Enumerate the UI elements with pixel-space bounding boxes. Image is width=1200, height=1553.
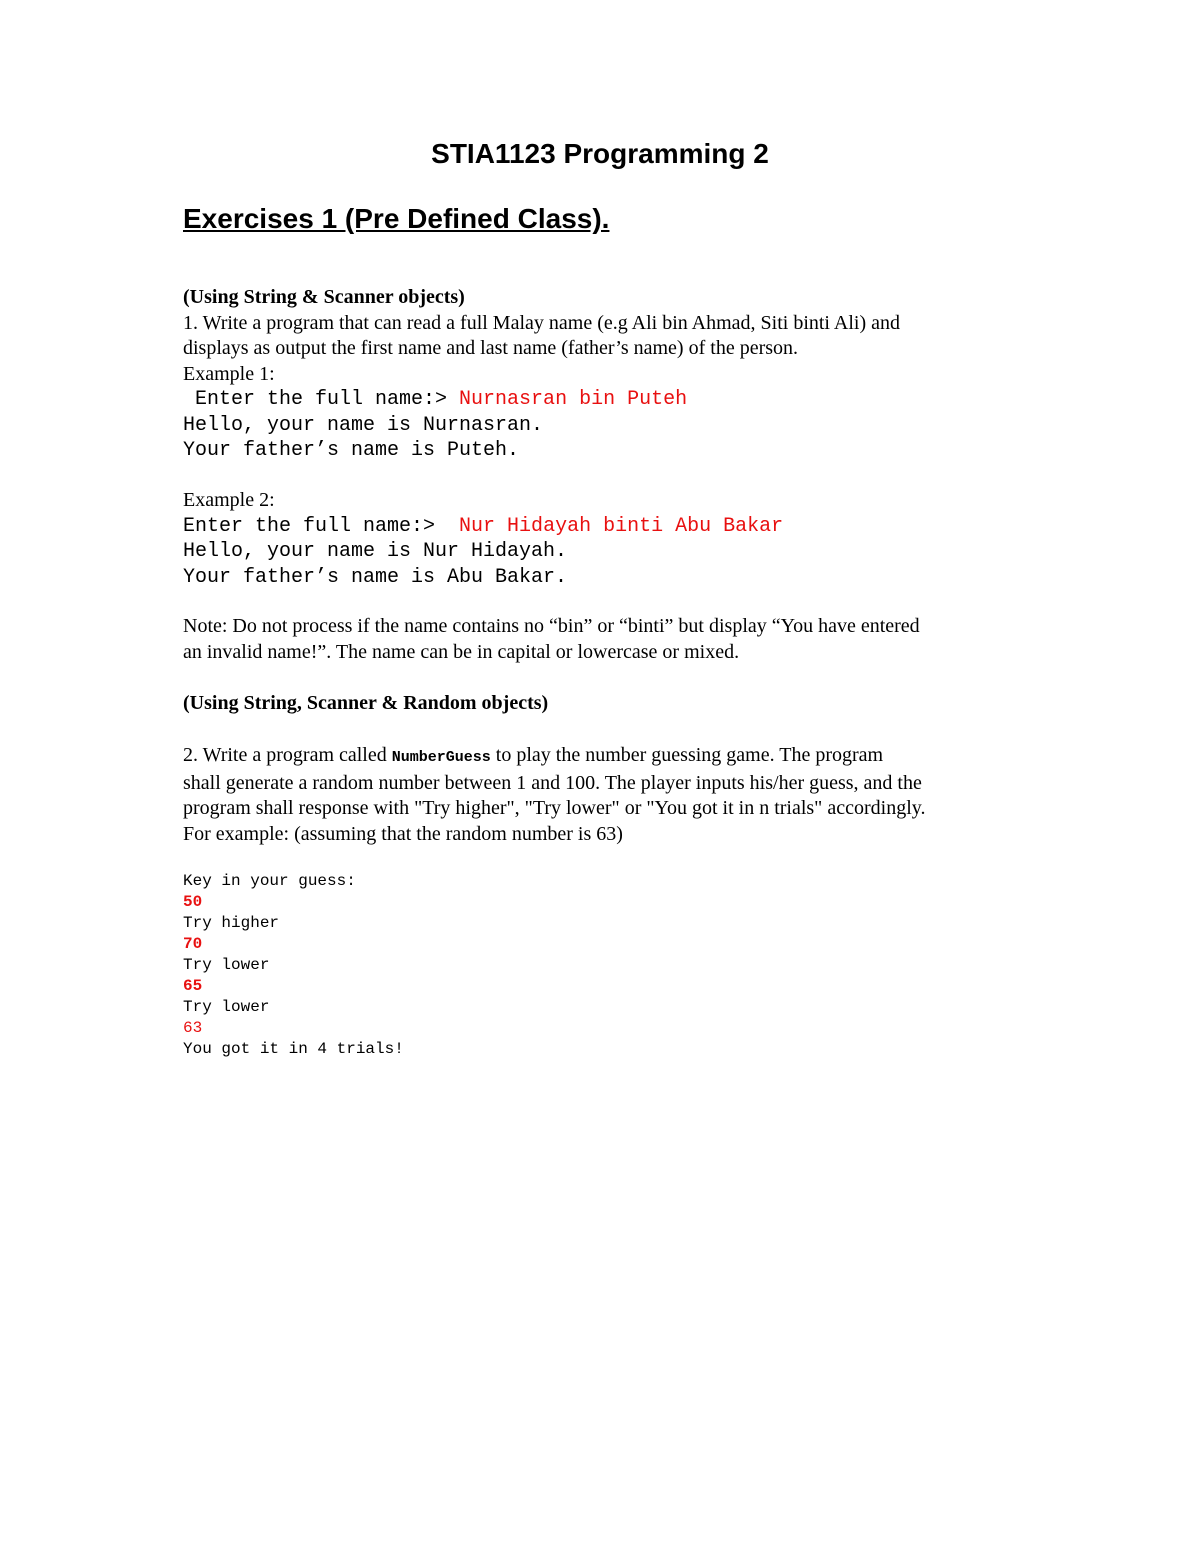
example-2-input: Nur Hidayah binti Abu Bakar bbox=[447, 514, 784, 538]
question-2-line-3: program shall response with "Try higher", "Try lower" or "You got it in n trials" accordingly. bbox=[183, 797, 926, 819]
example-1-input: Nurnasran bin Puteh bbox=[459, 388, 688, 411]
example-2-prompt-line bbox=[183, 514, 1023, 540]
question-1-line-2: displays as output the first name and last name (father’s name) of the person. bbox=[183, 337, 799, 359]
sample-response-1: Try higher bbox=[183, 914, 280, 932]
sample-guess-1: 50 bbox=[183, 893, 203, 911]
sample-guess-2: 70 bbox=[183, 935, 203, 953]
sample-response-3: Try lower bbox=[183, 998, 270, 1016]
sample-final: You got it in 4 trials! bbox=[183, 1040, 404, 1058]
question-2 bbox=[183, 743, 1023, 847]
question-2-prefix: 2. Write a program called bbox=[183, 744, 392, 766]
sample-guess-3: 65 bbox=[183, 977, 203, 995]
document-title: STIA1123 Programming 2 bbox=[431, 138, 769, 169]
question-2-line-1 bbox=[183, 743, 1023, 771]
example-2-output-1: Hello, your name is Nur Hidayah. bbox=[183, 540, 568, 563]
question-2-line-2: shall generate a random number between 1 and 100. The player inputs his/her guess, and the bbox=[183, 771, 922, 794]
question-2-line-4: For example: (assuming that the random number is 63) bbox=[183, 822, 623, 845]
section-1 bbox=[183, 285, 1023, 464]
example-1-prompt: Enter the full name:> bbox=[183, 388, 460, 411]
example-1-output-1: Hello, your name is Nurnasran. bbox=[183, 413, 544, 437]
question-2-suffix: to play the number guessing game. The program bbox=[490, 744, 884, 766]
note-line-1: Note: Do not process if the name contains no “bin” or “binti” but display “You have entered bbox=[183, 615, 920, 637]
example-1-label: Example 1: bbox=[183, 362, 275, 385]
sample-guess-4: 63 bbox=[183, 1019, 203, 1037]
sample-prompt: Key in your guess: bbox=[183, 872, 356, 890]
note-block bbox=[183, 614, 1023, 665]
example-2-output-2: Your father’s name is Abu Bakar. bbox=[183, 565, 568, 589]
example-1-prompt-line bbox=[183, 387, 1023, 413]
sample-run bbox=[183, 871, 1023, 1060]
example-2-block bbox=[183, 488, 1023, 590]
section-2-heading: (Using String, Scanner & Random objects) bbox=[183, 692, 549, 714]
example-1-output-2: Your father’s name is Puteh. bbox=[183, 439, 520, 462]
example-2-prompt: Enter the full name:> bbox=[183, 514, 448, 538]
sample-response-2: Try lower bbox=[183, 956, 270, 974]
note-line-2: an invalid name!”. The name can be in capital or lowercase or mixed. bbox=[183, 640, 740, 663]
section-1-heading: (Using String & Scanner objects) bbox=[183, 286, 465, 308]
exercise-subtitle: Exercises 1 (Pre Defined Class). bbox=[183, 203, 610, 234]
section-2 bbox=[183, 691, 1023, 717]
example-2-label: Example 2: bbox=[183, 489, 275, 511]
question-1-line-1: 1. Write a program that can read a full Malay name (e.g Ali bin Ahmad, Siti binti Ali) and bbox=[183, 311, 900, 334]
class-name-code: NumberGuess bbox=[391, 749, 491, 766]
